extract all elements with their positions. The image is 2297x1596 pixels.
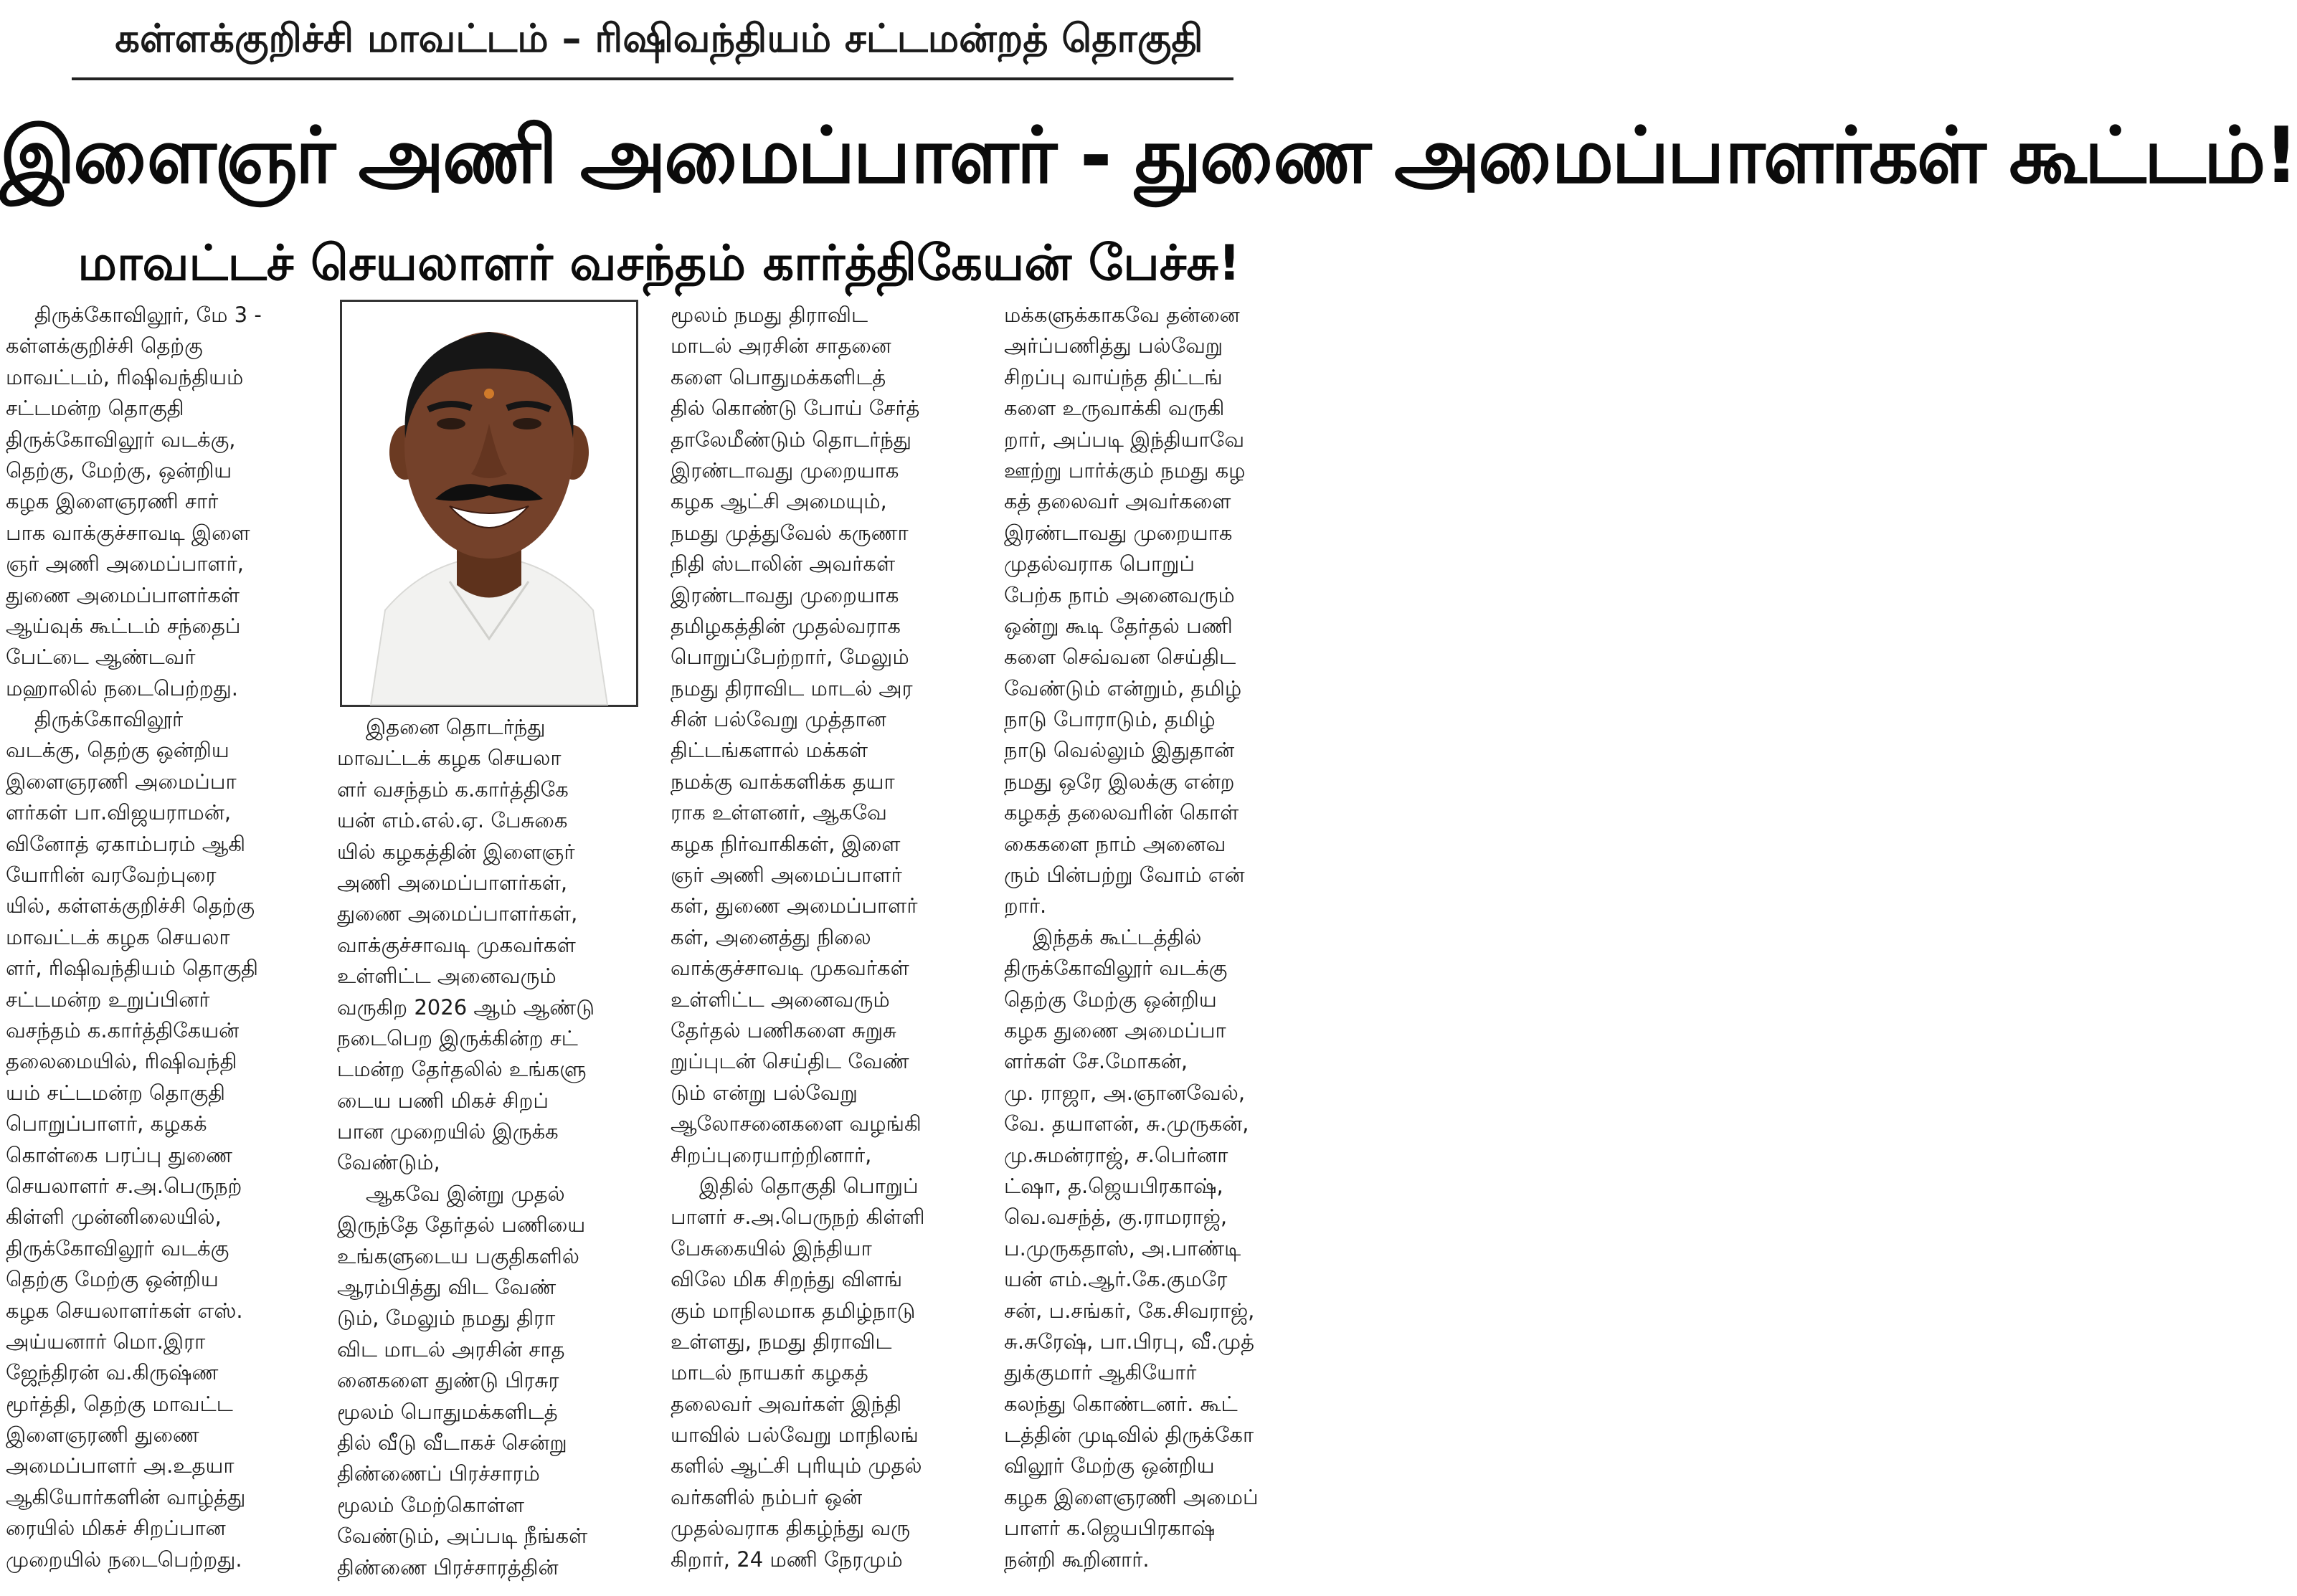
text-line: பேற்க நாம் அனைவரும் (1004, 582, 1235, 607)
text-line: கழக துணை அமைப்பா (1004, 1017, 1226, 1042)
text-line: ப.முருகதாஸ், அ.பாண்டி (1004, 1235, 1241, 1260)
text-line: முதல்வராக பொறுப் (1004, 551, 1195, 576)
text-line: அமைப்பாளர் அ.உதயா (6, 1453, 235, 1478)
text-line: சட்டமன்ற தொகுதி (6, 396, 184, 421)
text-line: தெற்கு, மேற்கு, ஒன்றிய (6, 457, 232, 483)
text-line: டத்தின் முடிவில் திருக்கோ (1004, 1422, 1254, 1448)
text-line: திருக்கோவிலூர் (34, 707, 184, 732)
text-line: திருக்கோவிலூர் வடக்கு (6, 1235, 229, 1260)
text-line: தில் வீடு வீடாகச் சென்று (337, 1430, 567, 1455)
text-line: கொள்கை பரப்பு துணை (6, 1142, 233, 1167)
text-line: ஆலோசனைகளை வழங்கி (671, 1111, 922, 1136)
text-line: கள், துணை அமைப்பாளர் (671, 893, 918, 918)
text-line: நிதி ஸ்டாலின் அவர்கள் (671, 551, 896, 576)
text-line: கள்ளக்குறிச்சி தெற்கு (6, 333, 203, 358)
text-line: பொறுப்பாளர், கழகக் (6, 1111, 207, 1136)
text-line: வினோத் ஏகாம்பரம் ஆகி (6, 831, 246, 856)
text-line: கழகத் தலைவரின் கொள் (1004, 800, 1239, 825)
text-line: கழக செயலாளர்கள் எஸ். (6, 1298, 243, 1323)
text-line: மக்களுக்காகவே தன்னை (1004, 303, 1240, 327)
text-line: டும், மேலும் நமது திரா (337, 1306, 556, 1331)
text-line: கும் மாநிலமாக தமிழ்நாடு (671, 1298, 916, 1323)
text-line: ஆரம்பித்து விட வேண் (337, 1275, 557, 1300)
text-line: றுப்புடன் செய்திட வேண் (671, 1049, 909, 1074)
text-line: உள்ளது, நமது திராவிட (671, 1329, 892, 1354)
text-line: வேண்டும், (337, 1150, 440, 1175)
text-line: கிறார், 24 மணி நேரமும் (671, 1547, 903, 1572)
text-line: துக்குமார் ஆகியோர் (1004, 1360, 1197, 1385)
text-line: சட்டமன்ற உறுப்பினர் (6, 987, 210, 1012)
text-line: விலூர் மேற்கு ஒன்றிய (1004, 1453, 1215, 1478)
text-line: ளர் வசந்தம் க.கார்த்திகே (337, 776, 569, 802)
text-line: மாடல் அரசின் சாதனை (671, 333, 891, 358)
text-line: வருகிற 2026 ஆம் ஆண்டு (337, 994, 595, 1020)
text-line: மூர்த்தி, தெற்கு மாவட்ட (6, 1391, 233, 1416)
text-line: ட்ஷா, த.ஜெயபிரகாஷ், (1004, 1173, 1223, 1198)
text-line: முறையில் நடைபெற்றது. (6, 1547, 242, 1572)
text-line: டும் என்று பல்வேறு (671, 1080, 858, 1105)
text-line: யில் கழகத்தின் இளைஞர் (337, 839, 575, 864)
text-line: ஜேந்திரன் வ.கிருஷ்ண (6, 1360, 219, 1385)
text-line: யம் சட்டமன்ற தொகுதி (6, 1080, 226, 1105)
text-line: கழக ஆட்சி அமையும், (671, 489, 887, 514)
text-line: டைய பணி மிகச் சிறப் (337, 1088, 549, 1113)
kicker-divider (72, 77, 1233, 80)
text-line: ஆய்வுக் கூட்டம் சந்தைப் (6, 613, 241, 638)
text-line: இரண்டாவது முறையாக (671, 582, 899, 607)
text-line: இந்தக் கூட்டத்தில் (1033, 924, 1202, 949)
text-line: திண்ணைப் பிரச்சாரம் (337, 1461, 540, 1486)
text-line: களை உருவாக்கி வருகி (1004, 396, 1225, 421)
text-line: நமது முத்துவேல் கருணா (671, 520, 909, 545)
article-headline: இளைஞர் அணி அமைப்பாளர் - துணை அமைப்பாளர்கள் கூட்டம்! (0, 111, 2297, 201)
text-line: சு.சுரேஷ், பா.பிரபு, வீ.முத் (1004, 1329, 1254, 1354)
text-line: துணை அமைப்பாளர்கள் (6, 582, 240, 607)
text-line: யாவில் பல்வேறு மாநிலங் (671, 1422, 919, 1448)
text-line: யில், கள்ளக்குறிச்சி தெற்கு (6, 893, 255, 918)
text-line: னைகளை துண்டு பிரசுர (337, 1368, 559, 1393)
portrait-photo (340, 300, 638, 707)
text-line: வேண்டும், அப்படி நீங்கள் (337, 1524, 588, 1549)
text-line: களில் ஆட்சி புரியும் முதல் (671, 1453, 922, 1478)
text-line: முதல்வராக திகழ்ந்து வரு (671, 1516, 911, 1541)
text-line: களை செவ்வன செய்திட (1004, 645, 1236, 670)
text-column-4 (1004, 300, 1320, 1575)
text-line: தமிழகத்தின் முதல்வராக (671, 613, 901, 638)
text-line: நமது ஒரே இலக்கு என்ற (1004, 769, 1235, 794)
text-line: வாக்குச்சாவடி முகவர்கள் (337, 932, 576, 957)
text-line: தலைவர் அவர்கள் இந்தி (671, 1391, 902, 1416)
text-line: மூலம் பொதுமக்களிடத் (337, 1399, 558, 1424)
text-line: வே. தயாளன், சு.முருகன், (1004, 1111, 1249, 1136)
text-line: மாடல் நாயகர் கழகத் (671, 1360, 868, 1385)
text-line: யன் எம்.ஆர்.கே.குமரே (1004, 1267, 1228, 1292)
text-line: இரண்டாவது முறையாக (671, 457, 899, 483)
text-line: நாடு போராடும், தமிழ் (1004, 707, 1216, 732)
text-line: வர்களில் நம்பர் ஒன் (671, 1484, 863, 1509)
text-line: யோரின் வரவேற்புரை (6, 863, 217, 888)
text-line: ளர், ரிஷிவந்தியம் தொகுதி (6, 956, 259, 981)
text-line: அய்யனார் மொ.இரா (6, 1329, 206, 1354)
text-line: மு.சுமன்ராஜ், ச.பெர்னா (1004, 1142, 1228, 1167)
text-line: டமன்ற தேர்தலில் உங்களு (337, 1057, 587, 1082)
text-line: ஆகவே இன்று முதல் (366, 1181, 565, 1206)
text-line: பாக வாக்குச்சாவடி இளை (6, 520, 250, 545)
text-column-3 (671, 300, 986, 1575)
text-line: ரையில் மிகச் சிறப்பான (6, 1516, 226, 1541)
text-line: ளர்கள் பா.விஜயராமன், (6, 800, 232, 825)
text-column-1 (6, 300, 321, 1575)
text-line: வாக்குச்சாவடி முகவர்கள் (671, 956, 909, 981)
text-line: சிறப்புரையாற்றினார், (671, 1142, 872, 1167)
portrait-photo-icon (342, 302, 636, 705)
text-line: ஒன்று கூடி தேர்தல் பணி (1004, 613, 1233, 638)
text-line: தலைமையில், ரிஷிவந்தி (6, 1049, 237, 1074)
text-line: தேர்தல் பணிகளை சுறுசு (671, 1017, 896, 1042)
text-line: வெ.வசந்த், கு.ராமராஜ், (1004, 1205, 1228, 1230)
text-line: திருக்கோவிலூர், மே 3 - (34, 303, 262, 327)
text-line: நன்றி கூறினார். (1004, 1547, 1150, 1572)
text-line: திட்டங்களால் மக்கள் (671, 738, 868, 763)
text-line: மாவட்டம், ரிஷிவந்தியம் (6, 364, 244, 389)
text-line: இரண்டாவது முறையாக (1004, 520, 1233, 545)
text-line: சின் பல்வேறு முத்தான (671, 707, 886, 732)
text-line: துணை அமைப்பாளர்கள், (337, 901, 578, 926)
text-line: ஊற்று பார்க்கும் நமது கழ (1004, 457, 1246, 483)
text-line: திருக்கோவிலூர் வடக்கு (1004, 956, 1228, 981)
text-line: ராக உள்ளனர், ஆகவே (671, 800, 887, 825)
text-line: அர்ப்பணித்து பல்வேறு (1004, 333, 1223, 358)
text-line: நமக்கு வாக்களிக்க தயா (671, 769, 895, 794)
text-line: தாலேமீண்டும் தொடர்ந்து (671, 427, 912, 452)
text-line: சன், ப.சங்கர், கே.சிவராஜ், (1004, 1298, 1255, 1323)
text-line: இருந்தே தேர்தல் பணியை (337, 1212, 586, 1238)
text-line: நாடு வெல்லும் இதுதான் (1004, 738, 1235, 763)
text-line: கழக நிர்வாகிகள், இளை (671, 831, 901, 856)
text-line: பொறுப்பேற்றார், மேலும் (671, 645, 909, 670)
text-line: கலந்து கொண்டனர். கூட் (1004, 1391, 1238, 1416)
text-line: கழக இளைஞரணி அமைப் (1004, 1484, 1259, 1509)
text-line: உள்ளிட்ட அனைவரும் (671, 987, 890, 1012)
text-line: அணி அமைப்பாளர்கள், (337, 870, 568, 895)
text-line: தெற்கு மேற்கு ஒன்றிய (6, 1267, 219, 1292)
text-line: ரும் பின்பற்று வோம் என் (1004, 863, 1245, 888)
text-line: மூலம் மேற்கொள்ள (337, 1492, 525, 1517)
article-subheadline: மாவட்டச் செயலாளர் வசந்தம் கார்த்திகேயன் பேச்சு! (77, 235, 1241, 292)
text-line: பாளர் க.ஜெயபிரகாஷ் (1004, 1516, 1216, 1541)
text-line: பாளர் ச.அ.பெருநற் கிள்ளி (671, 1205, 925, 1230)
text-line: பேசுகையில் இந்தியா (671, 1235, 872, 1260)
text-line: மு. ராஜா, அ.ஞானவேல், (1004, 1080, 1246, 1105)
text-line: கழக இளைஞரணி சார் (6, 489, 219, 514)
text-line: யன் எம்.எல்.ஏ. பேசுகை (337, 808, 568, 833)
text-line: திருக்கோவிலூர் வடக்கு, (6, 427, 236, 452)
text-line: இளைஞரணி அமைப்பா (6, 769, 237, 794)
text-line: களை பொதுமக்களிடத் (671, 364, 886, 389)
text-line: திண்ணை பிரச்சாரத்தின் (337, 1554, 559, 1580)
text-line: நடைபெற இருக்கின்ற சட் (337, 1025, 578, 1050)
text-line: வேண்டும் என்றும், தமிழ் (1004, 675, 1242, 700)
text-line: கத் தலைவர் அவர்களை (1004, 489, 1231, 514)
text-line: ஞர் அணி அமைப்பாளர், (6, 551, 244, 576)
text-line: நமது திராவிட மாடல் அர (671, 675, 913, 700)
text-line: கள், அனைத்து நிலை (671, 924, 871, 949)
text-line: சிறப்பு வாய்ந்த திட்டங் (1004, 364, 1223, 389)
text-line: உங்களுடைய பகுதிகளில் (337, 1243, 579, 1268)
text-line: தெற்கு மேற்கு ஒன்றிய (1004, 987, 1217, 1012)
text-line: கைகளை நாம் அனைவ (1004, 831, 1226, 856)
text-line: உள்ளிட்ட அனைவரும் (337, 964, 557, 989)
text-line: பேட்டை ஆண்டவர் (6, 645, 196, 670)
text-line: இளைஞரணி துணை (6, 1422, 199, 1448)
text-line: ஆகியோர்களின் வாழ்த்து (6, 1484, 246, 1509)
text-line: விட மாடல் அரசின் சாத (337, 1336, 565, 1362)
text-line: பான முறையில் இருக்க (337, 1119, 559, 1144)
article-kicker: கள்ளக்குறிச்சி மாவட்டம் – ரிஷிவந்தியம் சட்டமன்றத் தொகுதி (115, 16, 1203, 61)
text-line: இதில் தொகுதி பொறுப் (699, 1173, 919, 1198)
text-line: மாவட்டக் கழக செயலா (6, 924, 230, 949)
text-line: மாவட்டக் கழக செயலா (337, 746, 562, 771)
text-line: வசந்தம் க.கார்த்திகேயன் (6, 1017, 240, 1042)
text-line: வடக்கு, தெற்கு ஒன்றிய (6, 738, 229, 763)
text-line: இதனை தொடர்ந்து (366, 715, 546, 739)
text-line: மஹாலில் நடைபெற்றது. (6, 675, 238, 700)
text-line: செயலாளர் ச.அ.பெருநற் (6, 1173, 242, 1198)
text-line: றார். (1004, 893, 1047, 918)
text-line: விலே மிக சிறந்து விளங் (671, 1267, 903, 1292)
text-line: றார், அப்படி இந்தியாவே (1004, 427, 1245, 452)
text-line: ஞர் அணி அமைப்பாளர் (671, 863, 902, 888)
text-column-2 (337, 712, 653, 1583)
text-line: கிள்ளி முன்னிலையில், (6, 1205, 222, 1230)
text-line: ளர்கள் சே.மோகன், (1004, 1049, 1188, 1074)
text-line: தில் கொண்டு போய் சேர்த் (671, 396, 920, 421)
text-line: மூலம் நமது திராவிட (671, 303, 868, 327)
